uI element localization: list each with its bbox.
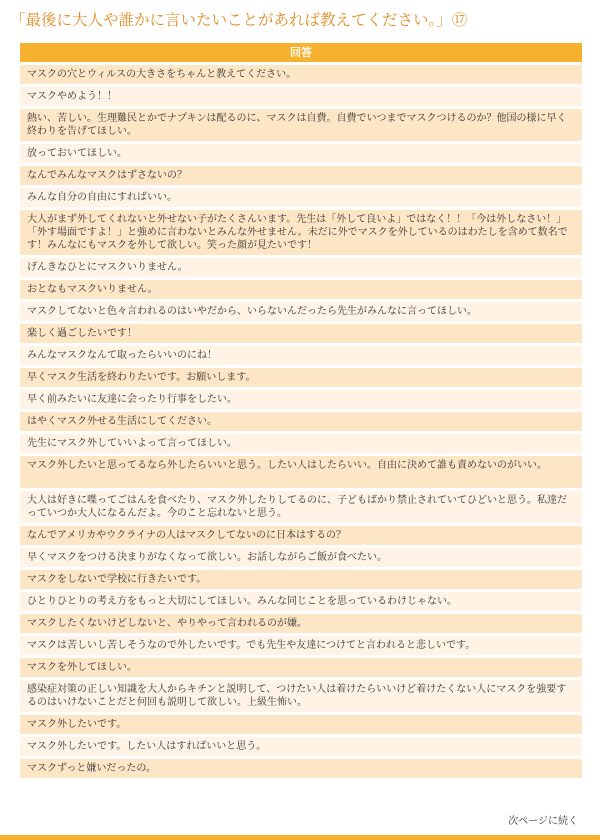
table-row: ひとりひとりの考え方をもっと大切にしてほしい。みんな同じことを思っているわけじゃない。 <box>20 592 582 611</box>
table-row: 大人は好きに喋ってごはんを食べたり、マスク外したりしてるのに、子どもばかり禁止されていてひどいと思う。私達だっていつか大人になるんだよ。今のこと忘れないと思う。 <box>20 491 582 523</box>
table-row: みんな自分の自由にすればいい。 <box>20 188 582 207</box>
table-row: マスク外したいです。したい人はすればいいと思う。 <box>20 737 582 756</box>
bottom-accent-bar <box>0 835 600 840</box>
table-row: 大人がまず外してくれないと外せない子がたくさんいます。先生は「外して良いよ」ではなく！！「今は外しなさい！」「外す場面ですよ！」と強めに言わないとみんな外せません。未だに外でマスクを外しているのはわたしを含めて数名です！みんなにもマスクを外して欲しい。笑った顔が見たいです！ <box>20 210 582 255</box>
table-row: マスクを外してほしい。 <box>20 658 582 677</box>
continued-next-page-note: 次ページに続く <box>508 816 578 827</box>
table-row: おとなもマスクいりません。 <box>20 280 582 299</box>
page-title: 「最後に大人や誰かに言いたいことがあれば教えてください。」⑰ <box>10 11 468 29</box>
answers-table <box>20 43 582 781</box>
table-row: マスクしたくないけどしないと、やりやって言われるのが嫌。 <box>20 614 582 633</box>
table-row: マスク外したいです。 <box>20 715 582 734</box>
table-row: 放っておいてほしい。 <box>20 144 582 163</box>
table-row: なんでみんなマスクはずさないの？ <box>20 166 582 185</box>
table-row: 早くマスク生活を終わりたいです。お願いします。 <box>20 368 582 387</box>
table-row: 熱い、苦しい。生理難民とかでナプキンは配るのに、マスクは自費。自費でいつまでマスクつけるのか？他国の様に早く終わりを告げてほしい。 <box>20 109 582 141</box>
table-row: マスクずっと嫌いだったの。 <box>20 759 582 778</box>
table-row: マスクは苦しいし苦しそうなので外したいです。でも先生や友達につけてと言われると悲しいです。 <box>20 636 582 655</box>
table-row: マスクをしないで学校に行きたいです。 <box>20 570 582 589</box>
table-row: 楽しく過ごしたいです！ <box>20 324 582 343</box>
table-row: なんでアメリカやウクライナの人はマスクしてないのに日本はするの？ <box>20 526 582 545</box>
table-row: 先生にマスク外していいよって言ってほしい。 <box>20 434 582 453</box>
table-rows <box>20 65 582 781</box>
table-row: マスク外したいと思ってるなら外したらいいと思う。したい人はしたらいい。自由に決めて誰も責めないのがいい。 <box>20 456 582 488</box>
table-row: 早く前みたいに友達に会ったり行事をしたい。 <box>20 390 582 409</box>
table-row: はやくマスク外せる生活にしてください。 <box>20 412 582 431</box>
table-row: げんきなひとにマスクいりません。 <box>20 258 582 277</box>
table-row: 早くマスクをつける決まりがなくなって欲しい。お話しながらご飯が食べたい。 <box>20 548 582 567</box>
table-row: マスクしてないと色々言われるのはいやだから、いらないんだったら先生がみんなに言ってほしい。 <box>20 302 582 321</box>
table-row: マスクの穴とウィルスの大きさをちゃんと教えてください。 <box>20 65 582 84</box>
table-row: マスクやめよう！！ <box>20 87 582 106</box>
table-row: 感染症対策の正しい知識を大人からキチンと説明して、つけたい人は着けたらいいけど着けたくない人にマスクを強要するのはいけないことだと何回も説明して欲しい。上級生怖い。 <box>20 680 582 712</box>
table-header: 回答 <box>20 43 582 62</box>
table-row: みんなマスクなんて取ったらいいのにね！ <box>20 346 582 365</box>
